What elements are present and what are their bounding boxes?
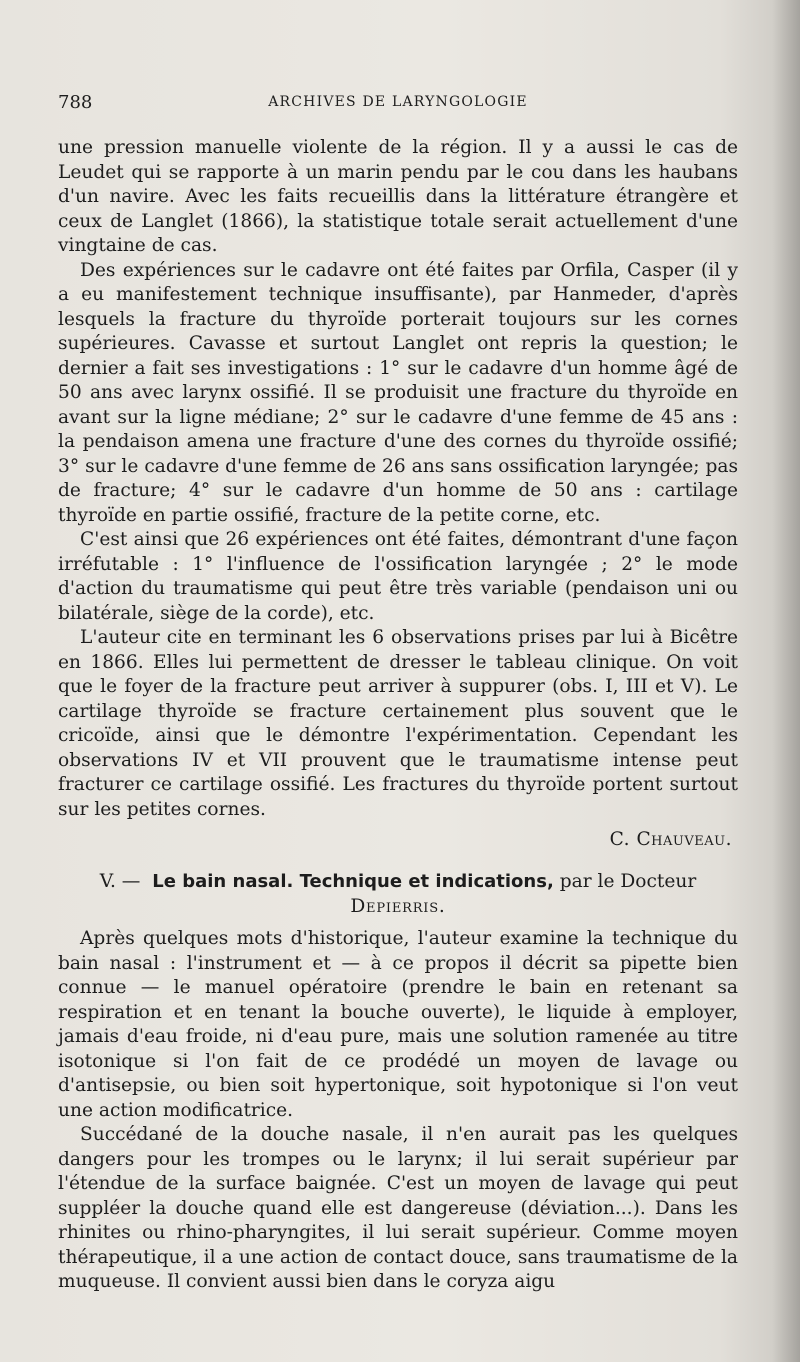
section-paragraph: Après quelques mots d'historique, l'auteur examine la technique du bain nasal : l'instrument et — à ce propos il décrit sa pipette bien connue — le manuel opératoire (prendre le bain en retenant sa respiration et en tenant la bouche ouverte), le liquide à employer, jamais d'eau froide, ni d'eau pure, mais une solution ramenée au titre isotonique si l'on fait de ce prodédé un moyen de lavage ou d'antisepsie, ou bien soit hypertonique, soit hypotonique si l'on veut une action modificatrice.: [58, 928, 738, 1121]
section-author: Depierris.: [350, 895, 446, 917]
section-heading: [58, 870, 738, 895]
paragraph: une pression manuelle violente de la région. Il y a aussi le cas de Leudet qui se rapporte à un marin pendu par le cou dans les haubans d'un navire. Avec les faits recueillis dans la littérature étrangère et ceux de Langlet (1866), la statistique totale serait actuellement d'une vingtaine de cas.: [58, 137, 738, 256]
paragraph: L'auteur cite en terminant les 6 observations prises par lui à Bicêtre en 1866. Elles lui permettent de dresser le tableau clinique. On voit que le foyer de la fracture peut arriver à suppurer (obs. I, III et V). Le cartilage thyroïde se fracture certainement plus souvent que le cricoïde, ainsi que le démontre l'expérimentation. Cependant les observations IV et VII prouvent que le traumatisme intense peut fracturer ce cartilage ossifié. Les fractures du thyroïde portent surtout sur les petites cornes.: [58, 627, 738, 820]
section-title: Le bain nasal. Technique et indications,: [152, 871, 554, 892]
section-byline-prefix: par le Docteur: [559, 871, 697, 892]
paragraph: Des expériences sur le cadavre ont été faites par Orfila, Casper (il y a eu manifestement technique insuffisante), par Hanmeder, d'après lesquels la fracture du thyroïde porterait toujours sur les cornes supérieures. Cavasse et surtout Langlet ont repris la question; le dernier a fait ses investigations : 1° sur le cadavre d'un homme âgé de 50 ans avec larynx ossifié. Il se produisit une fracture du thyroïde en avant sur la ligne médiane; 2° sur le cadavre d'une femme de 45 ans : la pendaison amena une fracture d'une des cornes du thyroïde ossifié; 3° sur le cadavre d'une femme de 26 ans sans ossification laryngée; pas de fracture; 4° sur le cadavre d'un homme de 50 ans : cartilage thyroïde en partie ossifié, fracture de la petite corne, etc.: [58, 259, 738, 526]
page-edge-shadow: [772, 0, 800, 1362]
paragraph: C'est ainsi que 26 expériences ont été faites, démontrant d'une façon irréfutable : 1° l'influence de l'ossification laryngée ; 2° le mode d'action du traumatisme qui peut être très variable (pendaison uni ou bilatérale, siège de la corde), etc.: [58, 529, 738, 624]
section-paragraph: Succédané de la douche nasale, il n'en aurait pas les quelques dangers pour les trompes ou le larynx; il lui serait supérieur par l'étendue de la surface baignée. C'est un moyen de lavage qui peut suppléer la douche quand elle est dangereuse (déviation...). Dans les rhinites ou rhino-pharyngites, il lui serait supérieur. Comme moyen thérapeutique, il a une action de contact douce, sans traumatisme de la muqueuse. Il convient aussi bien dans le coryza aigu: [58, 1124, 738, 1292]
page-header: [58, 92, 738, 118]
running-head: ARCHIVES DE LARYNGOLOGIE: [268, 94, 528, 110]
section-numeral: V. —: [99, 871, 141, 892]
page-number: 788: [58, 92, 93, 113]
author-signature: C. Chauveau.: [609, 829, 732, 850]
article-body: [58, 136, 738, 853]
review-section: [58, 870, 738, 1295]
